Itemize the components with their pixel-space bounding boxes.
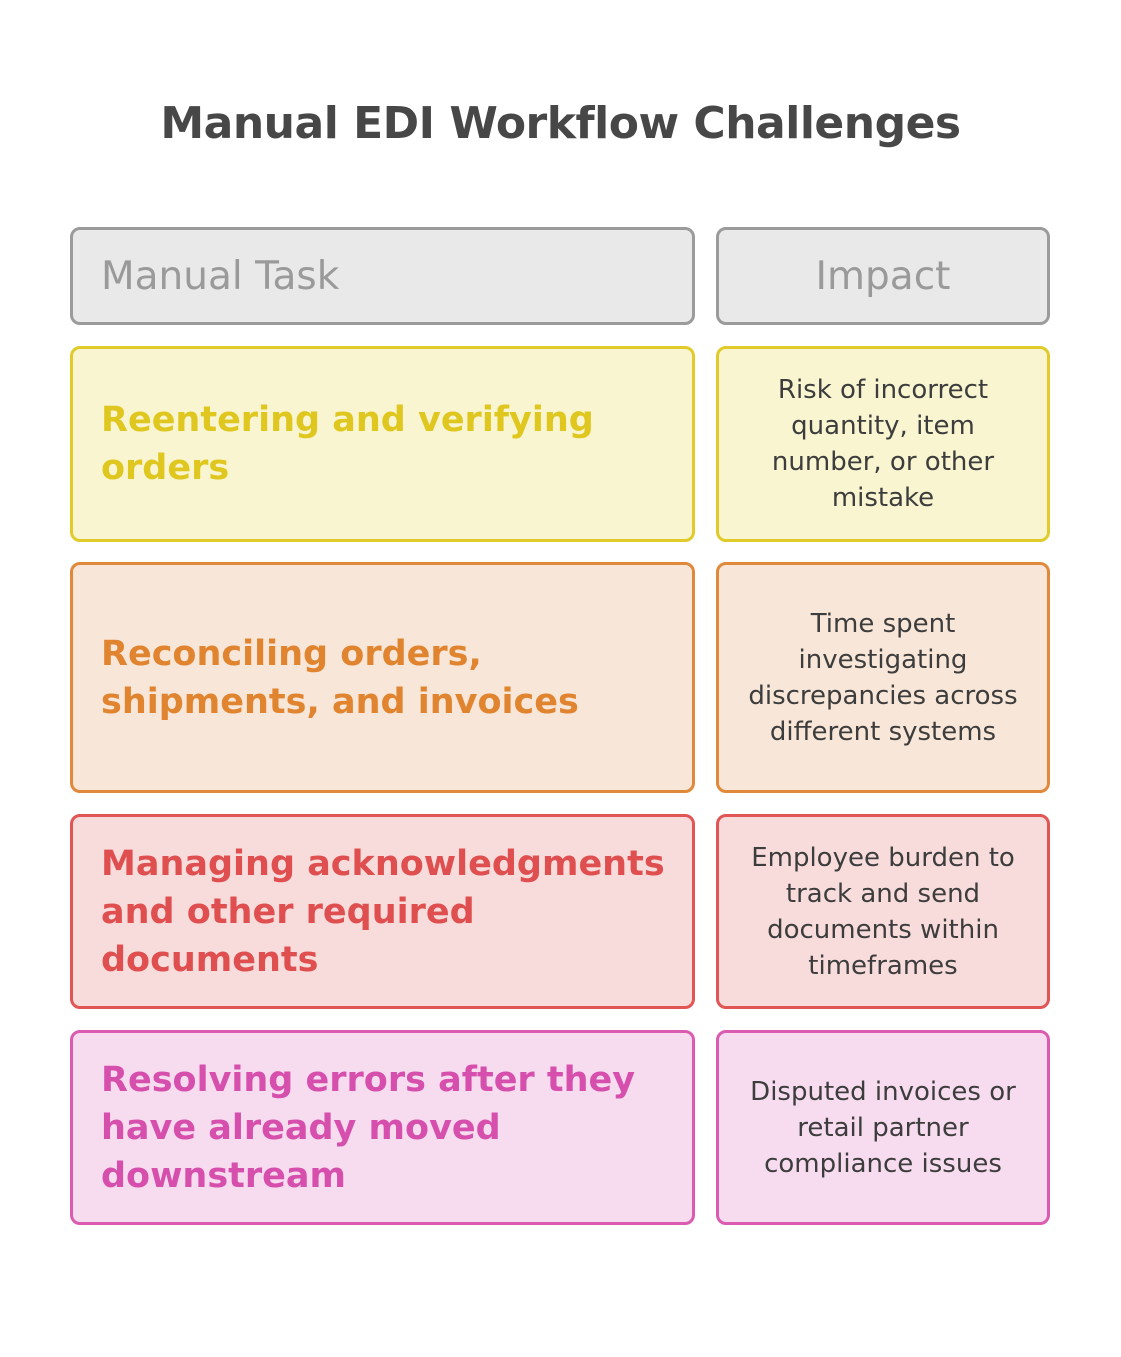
impact-cell	[716, 1030, 1050, 1225]
impact-cell	[716, 562, 1050, 793]
diagram-title: Manual EDI Workflow Challenges	[160, 98, 961, 149]
task-label: Resolving errors after they have already moved downstream	[101, 1059, 636, 1196]
impact-cell	[716, 346, 1050, 542]
task-cell	[70, 814, 695, 1009]
task-label: Reentering and verifying orders	[101, 400, 594, 488]
header-impact	[716, 227, 1050, 325]
header-manual-task-label: Manual Task	[101, 253, 340, 299]
task-cell	[70, 1030, 695, 1225]
task-cell	[70, 562, 695, 793]
task-cell	[70, 346, 695, 542]
impact-label: Employee burden to track and send documents within timeframes	[751, 842, 1015, 981]
task-label: Reconciling orders, shipments, and invoices	[101, 633, 579, 722]
task-label: Managing acknowledgments and other required documents	[101, 843, 665, 980]
impact-cell	[716, 814, 1050, 1009]
header-manual-task	[70, 227, 695, 325]
impact-label: Time spent investigating discrepancies across different systems	[748, 608, 1018, 747]
impact-label: Risk of incorrect quantity, item number, or other mistake	[771, 375, 995, 513]
impact-label: Disputed invoices or retail partner compliance issues	[750, 1076, 1016, 1179]
header-impact-label: Impact	[815, 253, 951, 299]
